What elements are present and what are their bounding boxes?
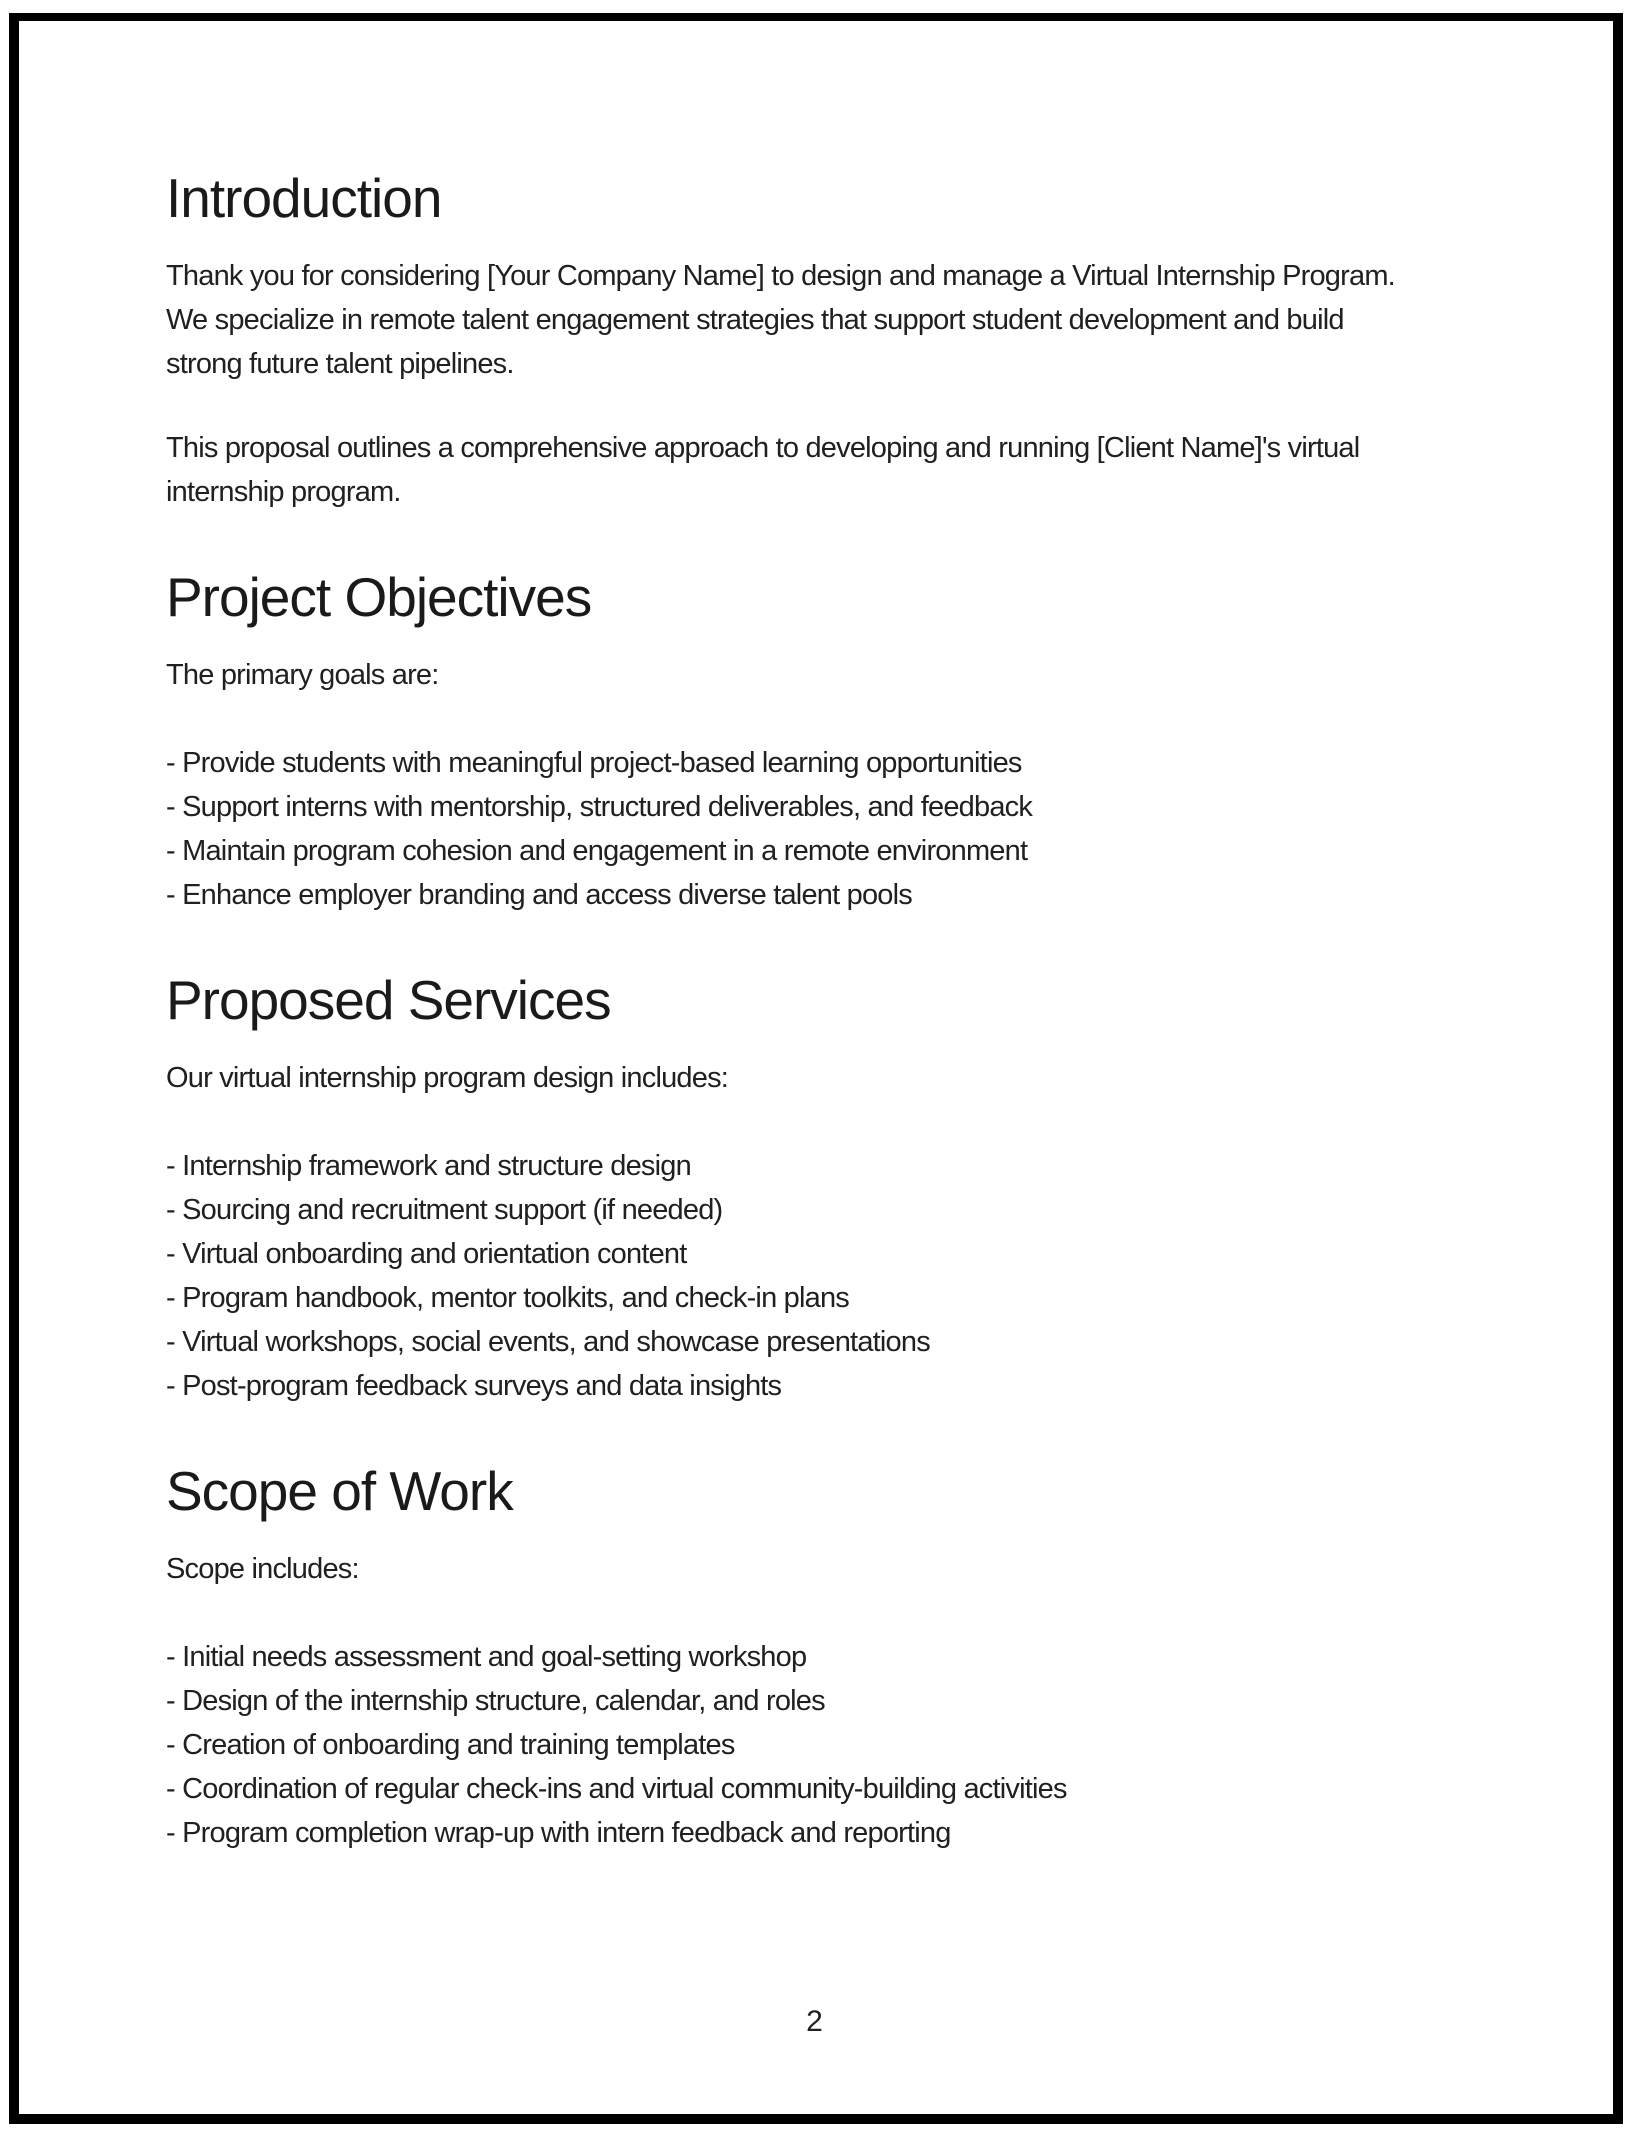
bullet-item: - Design of the internship structure, calendar, and roles [166, 1685, 825, 1717]
paragraph-line: Thank you for considering [Your Company Name] to design and manage a Virtual Internship Program. [166, 260, 1395, 292]
section-heading: Project Objectives [166, 566, 592, 628]
bullet-list [166, 1144, 1496, 1408]
paragraph [166, 254, 1496, 386]
section-proposed-services [166, 967, 1496, 1408]
bullet-item: - Maintain program cohesion and engagement in a remote environment [166, 835, 1028, 867]
page-number: 2 [806, 2005, 823, 2038]
bullet-list [166, 741, 1496, 917]
section-project-objectives [166, 564, 1496, 917]
section-scope-of-work [166, 1458, 1496, 1855]
paragraph-line: Our virtual internship program design includes: [166, 1062, 729, 1094]
bullet-item: - Enhance employer branding and access diverse talent pools [166, 879, 912, 911]
bullet-list [166, 1635, 1496, 1855]
paragraph-line: strong future talent pipelines. [166, 348, 514, 380]
bullet-item: - Creation of onboarding and training templates [166, 1729, 735, 1761]
bullet-item: - Initial needs assessment and goal-setting workshop [166, 1641, 807, 1673]
bullet-item: - Support interns with mentorship, structured deliverables, and feedback [166, 791, 1033, 823]
document-page [166, 0, 1496, 1855]
bullet-item: - Program handbook, mentor toolkits, and check-in plans [166, 1282, 849, 1314]
bullet-item: - Provide students with meaningful project-based learning opportunities [166, 747, 1022, 779]
paragraph [166, 1547, 1496, 1591]
section-heading: Proposed Services [166, 969, 611, 1031]
paragraph-line: The primary goals are: [166, 659, 439, 691]
section-introduction [166, 165, 1496, 514]
bullet-item: - Program completion wrap-up with intern feedback and reporting [166, 1817, 951, 1849]
section-heading: Introduction [166, 167, 442, 229]
section-heading: Scope of Work [166, 1460, 513, 1522]
paragraph-line: We specialize in remote talent engagement strategies that support student development and build [166, 304, 1344, 336]
paragraph [166, 1056, 1496, 1100]
paragraph-line: Scope includes: [166, 1553, 359, 1585]
paragraph [166, 426, 1496, 514]
bullet-item: - Internship framework and structure design [166, 1150, 691, 1182]
paragraph-line: internship program. [166, 476, 401, 508]
bullet-item: - Virtual workshops, social events, and showcase presentations [166, 1326, 930, 1358]
bullet-item: - Coordination of regular check-ins and virtual community-building activities [166, 1773, 1067, 1805]
bullet-item: - Sourcing and recruitment support (if needed) [166, 1194, 723, 1226]
bullet-item: - Virtual onboarding and orientation content [166, 1238, 687, 1270]
paragraph-line: This proposal outlines a comprehensive approach to developing and running [Client Name]'s virtual [166, 432, 1360, 464]
bullet-item: - Post-program feedback surveys and data insights [166, 1370, 782, 1402]
paragraph [166, 653, 1496, 697]
